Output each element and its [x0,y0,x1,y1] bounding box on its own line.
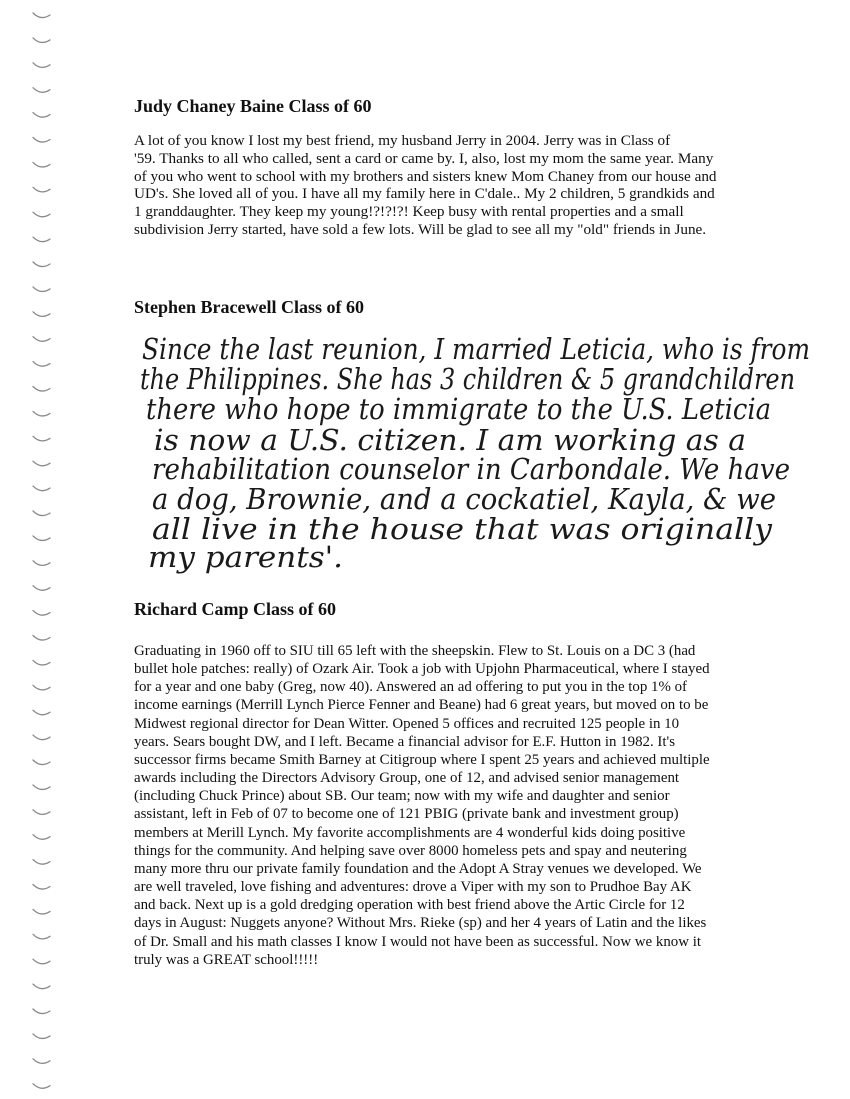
binding-hole [33,88,50,93]
binding-hole [33,187,50,192]
binding-hole [33,287,50,292]
binding-hole [33,561,50,566]
binding-hole [33,909,50,914]
handwritten-line: Since the last reunion, I married Leticia, who is from [142,332,810,366]
entry-title: Judy Chaney Baine Class of 60 [134,96,372,116]
binding-hole [33,586,50,591]
binding-hole [33,735,50,740]
binding-hole [33,536,50,541]
entry-title: Richard Camp Class of 60 [134,599,337,619]
binding-hole [33,1059,50,1064]
binding-hole [33,660,50,665]
binding-hole [33,611,50,616]
binding-hole [33,760,50,765]
binding-hole [33,959,50,964]
handwritten-line: there who hope to immigrate to the U.S. Leticia [146,392,771,426]
binding-hole [33,934,50,939]
binding-hole [33,63,50,68]
binding-hole [33,1034,50,1039]
entry-body: A lot of you know I lost my best friend, my husband Jerry in 2004. Jerry was in Class of '59. Thanks to all who called, sent a card or came by. I, also, lost my mom the same year. Many of you who went to school with my brothers and sisters knew Mom Chaney from our house and UD's. She loved all of you. I have all my family here in C'dale.. My 2 children, 5 grandkids and 1 granddaughter. They keep my young!?!?!?! Keep busy with rental properties and a small subdivision Jerry started, have sold a few lots. Will be glad to see all my "old" friends in June. [134,132,717,238]
entry-stephen-bracewell [134,296,774,318]
handwritten-line: the Philippines. She has 3 children & 5 grandchildren [140,362,795,396]
handwritten-note [138,333,828,573]
entry-judy-chaney-baine [134,95,774,239]
binding-hole [33,1084,50,1089]
handwritten-line: is now a U.S. citizen. I am working as a [154,423,746,457]
binding-hole [33,1009,50,1014]
handwritten-line: rehabilitation counselor in Carbondale. We have [152,452,790,486]
entry-title: Stephen Bracewell Class of 60 [134,297,364,317]
entry-body: Graduating in 1960 off to SIU till 65 left with the sheepskin. Flew to St. Louis on a DC 3 (had bullet hole patches: really) of Ozark Air. Took a job with Upjohn Pharmaceutical, where I stayed for a year and one baby (Greg, now 40). Answered an ad offering to put you in the top 1% of income earnings (Merrill Lynch Pierce Fenner and Beane) had 6 great years, but moved on to be Midwest regional director for Dean Witter. Opened 5 offices and recruited 125 people in 10 years. Sears bought DW, and I left. Became a financial advisor for E.F. Hutton in 1982. It's successor firms became Smith Barney at Citigroup where I spent 25 years and achieved multiple awards including the Directors Advisory Group, one of 12, and advised senior management (including Chuck Prince) about SB. Our team; now with my wife and daughter and senior assistant, left in Feb of 07 to become one of 121 PBIG (private bank and investment group) members at Merill Lynch. My favorite accomplishments are 4 wonderful kids doing positive things for the community. And helping save over 8000 homeless pets and spay and neutering many more thru our private family foundation and the Adopt A Stray venues we developed. We are well traveled, love fishing and adventures: drove a Viper with my son to Prudhoe Bay AK and back. Next up is a gold dredging operation with best friend above the Artic Circle for 12 days in August: Nuggets anyone? Without Mrs. Rieke (sp) and her 4 years of Latin and the likes of Dr. Small and his math classes I know I would not have been as successful. Now we know it truly was a GREAT school!!!!! [134,643,710,968]
binding-hole [33,411,50,416]
binding-hole [33,511,50,516]
binding-hole [33,885,50,890]
binding-hole [33,710,50,715]
handwritten-line: all live in the house that was originally [152,512,773,546]
binding-hole [33,212,50,217]
binding-hole [33,38,50,43]
binding-hole [33,237,50,242]
binding-hole [33,785,50,790]
binding-hole [33,860,50,865]
handwritten-line: a dog, Brownie, and a cockatiel, Kayla, & we [152,482,776,516]
binding-hole [33,461,50,466]
binding-hole [33,13,50,18]
binding-hole [33,685,50,690]
binding-hole [33,810,50,815]
entry-richard-camp [134,598,774,969]
binding-hole [33,984,50,989]
binding-hole [33,486,50,491]
handwritten-line: my parents'. [148,540,343,574]
binding-hole [33,835,50,840]
binding-hole [33,362,50,367]
binding-hole [33,262,50,267]
binding-hole [33,312,50,317]
spiral-binding-holes [28,0,68,1099]
binding-hole [33,162,50,167]
binding-hole [33,113,50,118]
binding-hole [33,436,50,441]
binding-hole [33,387,50,392]
binding-hole [33,138,50,143]
binding-hole [33,337,50,342]
binding-hole [33,636,50,641]
